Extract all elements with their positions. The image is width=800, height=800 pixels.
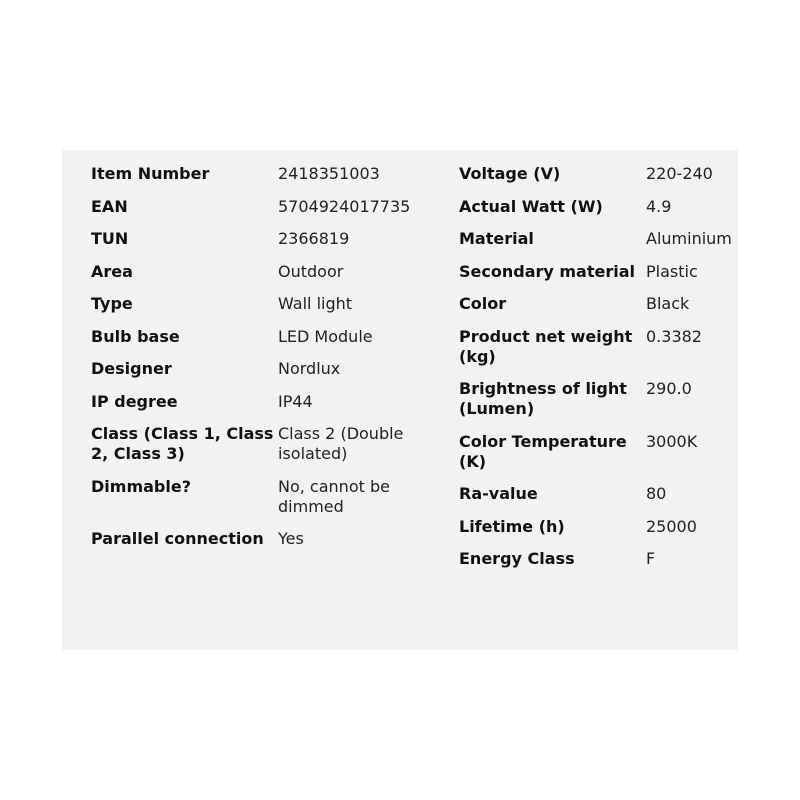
spec-row-ean xyxy=(91,197,441,217)
spec-row-lifetime xyxy=(459,517,738,537)
spec-label: Energy Class xyxy=(459,549,575,568)
spec-row-ra-value xyxy=(459,484,738,504)
spec-value: 290.0 xyxy=(646,379,692,398)
spec-value: 25000 xyxy=(646,516,697,536)
spec-value: Yes xyxy=(278,529,304,548)
spec-column-left xyxy=(91,164,441,562)
spec-value: Outdoor xyxy=(278,261,344,281)
spec-value: 3000K xyxy=(646,431,698,451)
spec-row-color-temperature xyxy=(459,432,738,472)
spec-row-net-weight xyxy=(459,327,738,367)
spec-row-actual-watt xyxy=(459,197,738,217)
spec-value: Aluminium xyxy=(646,229,732,248)
spec-label: IP degree xyxy=(91,391,178,411)
spec-label: Secondary material xyxy=(459,261,636,281)
spec-row-bulb-base xyxy=(91,327,441,347)
spec-row-type xyxy=(91,294,441,314)
spec-label: EAN xyxy=(91,196,128,216)
spec-row-class xyxy=(91,424,441,464)
spec-label: Color Temperature (K) xyxy=(459,431,627,471)
spec-value: LED Module xyxy=(278,326,373,346)
spec-row-material xyxy=(459,229,738,249)
spec-row-dimmable xyxy=(91,477,441,517)
spec-row-ip-degree xyxy=(91,392,441,412)
spec-value: Class 2 (Double isolated) xyxy=(278,424,404,463)
spec-row-designer xyxy=(91,359,441,379)
spec-label: Ra-value xyxy=(459,484,538,503)
spec-label: Product net weight (kg) xyxy=(459,326,633,366)
spec-row-item-number xyxy=(91,164,441,184)
spec-label: Brightness of light (Lumen) xyxy=(459,379,627,418)
spec-value: Plastic xyxy=(646,261,698,281)
spec-label: Designer xyxy=(91,359,172,378)
spec-row-brightness xyxy=(459,379,738,419)
spec-row-tun xyxy=(91,229,441,249)
spec-value: 5704924017735 xyxy=(278,196,411,216)
spec-label: TUN xyxy=(91,229,129,248)
spec-value: IP44 xyxy=(278,391,313,411)
spec-value: 2366819 xyxy=(278,229,350,248)
spec-row-parallel-connection xyxy=(91,529,441,549)
spec-row-energy-class xyxy=(459,549,738,569)
spec-value: 4.9 xyxy=(646,196,672,216)
spec-value: Black xyxy=(646,294,690,313)
spec-label: Bulb base xyxy=(91,326,180,346)
spec-panel xyxy=(62,150,738,650)
spec-value: 80 xyxy=(646,484,667,503)
spec-label: Lifetime (h) xyxy=(459,516,565,536)
spec-row-color xyxy=(459,294,738,314)
spec-value: No, cannot be dimmed xyxy=(278,476,390,516)
spec-value: 2418351003 xyxy=(278,164,380,183)
spec-value: Wall light xyxy=(278,294,353,313)
spec-label: Parallel connection xyxy=(91,529,264,548)
spec-label: Dimmable? xyxy=(91,476,191,496)
spec-value: F xyxy=(646,549,656,568)
spec-label: Color xyxy=(459,294,507,313)
spec-value: 0.3382 xyxy=(646,326,702,346)
spec-label: Actual Watt (W) xyxy=(459,196,603,216)
spec-column-right xyxy=(459,164,738,582)
spec-value: 220-240 xyxy=(646,164,713,183)
spec-row-area xyxy=(91,262,441,282)
spec-label: Type xyxy=(91,294,133,313)
spec-row-voltage xyxy=(459,164,738,184)
spec-label: Voltage (V) xyxy=(459,164,561,183)
spec-label: Area xyxy=(91,261,133,281)
spec-label: Item Number xyxy=(91,164,210,183)
spec-value: Nordlux xyxy=(278,359,341,378)
spec-label: Class (Class 1, Class 2, Class 3) xyxy=(91,424,274,463)
spec-row-secondary-material xyxy=(459,262,738,282)
spec-label: Material xyxy=(459,229,534,248)
